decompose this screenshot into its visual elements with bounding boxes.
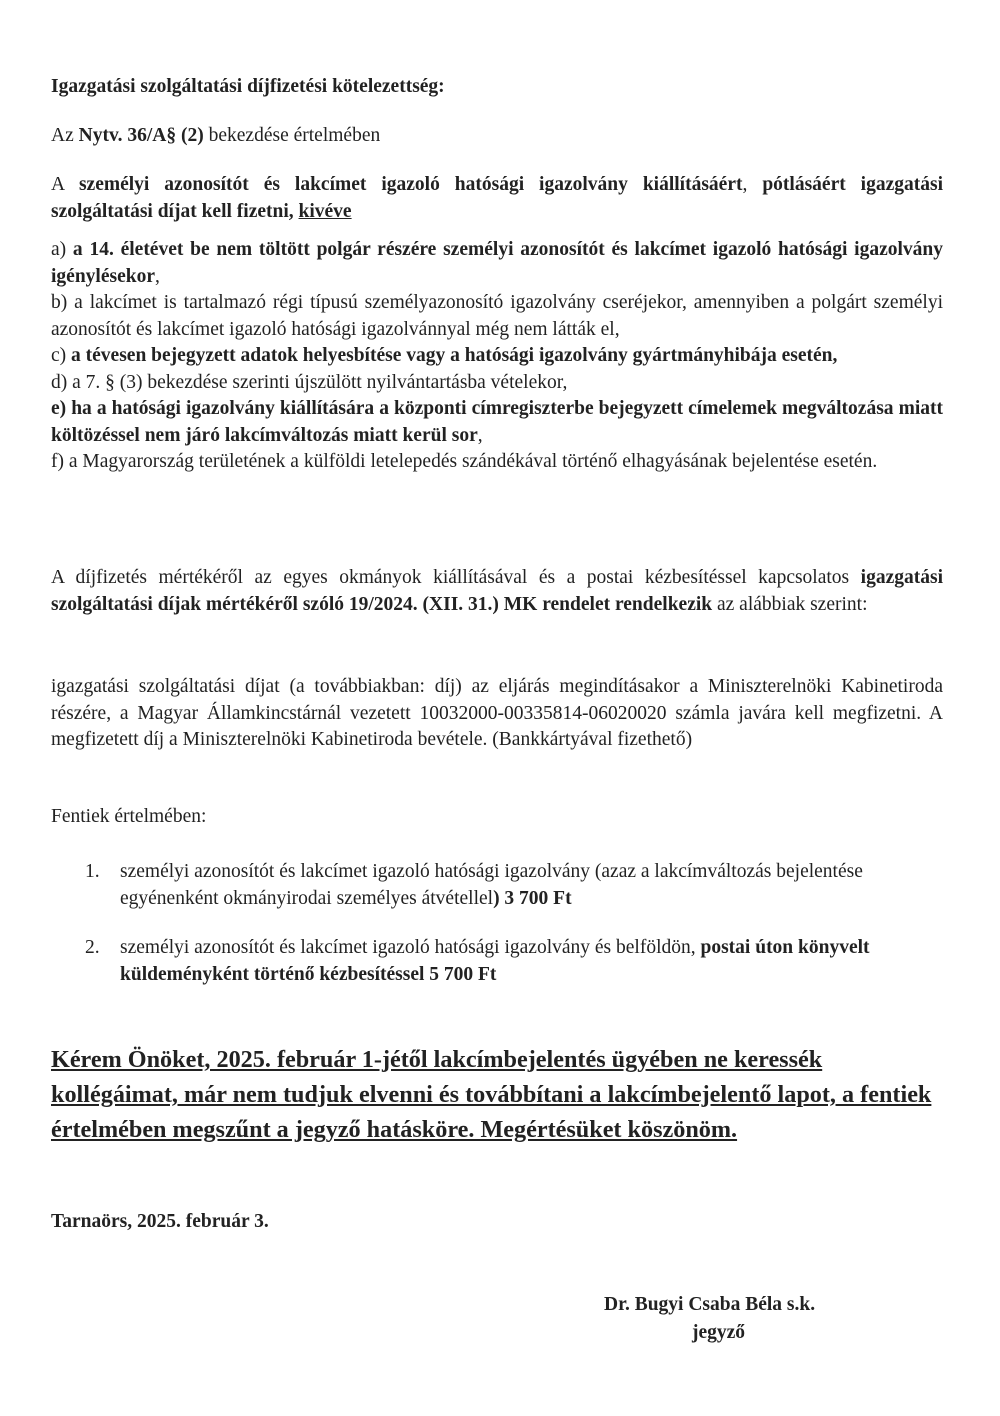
document-title: Igazgatási szolgáltatási díjfizetési kötelezettség: <box>51 76 445 97</box>
fee-item-number: 1. <box>85 861 100 882</box>
intro-pre: Az <box>51 125 79 146</box>
exception-e-end: , <box>477 424 483 446</box>
exception-d: d) a 7. § (3) bekezdése szerinti újszülött nyilvántartásba vételekor, <box>51 371 568 393</box>
para1-underlined-kiveve: kivéve <box>298 200 352 222</box>
exception-a-bold: a 14. életévet be nem töltött polgár részére személyi azonosítót és lakcímet igazoló hatósági igazolvány igénylésekor <box>51 239 943 287</box>
para2-text-1: A díjfizetés mértékéről az egyes okmányok kiállításával és a postai kézbesítéssel kapcsolatos <box>51 567 861 588</box>
exception-c <box>51 343 943 370</box>
exception-c-label: c) <box>51 345 72 366</box>
signature-name: Dr. Bugyi Csaba Béla s.k. <box>604 1294 816 1315</box>
para1-text-2: , <box>742 174 763 195</box>
law-reference: Nytv. 36/A§ (2) <box>78 125 204 146</box>
exceptions-list <box>51 237 943 476</box>
exception-c-bold: a tévesen bejegyzett adatok helyesbítése vagy a hatósági igazolvány gyártmányhibája esetén, <box>71 345 838 366</box>
para1-bold-2: pótlásáért igazgatási szolgáltatási díjat kell fizetni, <box>51 174 943 222</box>
fee-item-text <box>120 859 943 912</box>
exception-a-label: a) <box>51 239 73 260</box>
para1-bold-1: személyi azonosítót és lakcímet igazoló hatósági igazolvány kiállításáért <box>78 174 743 195</box>
fee-item-1-amount: ) 3 700 Ft <box>493 887 572 909</box>
legal-reference-line <box>51 123 943 150</box>
exception-a <box>51 237 943 290</box>
fee-obligation-paragraph <box>51 172 943 225</box>
fee-regulation-paragraph <box>51 565 943 618</box>
signature-role: jegyző <box>692 1322 746 1343</box>
fee-item-1-text: személyi azonosítót és lakcímet igazoló hatósági igazolvány (azaz a lakcímváltozás bejelentése egyénenként okmányirodai személyes átvétellel <box>120 861 863 909</box>
exception-b: b) a lakcímet is tartalmazó régi típusú személyazonosító igazolvány cseréjekor, amennyiben a polgárt személyi azonosítót és lakcímet igazoló hatósági igazolvánnyal még nem látták el, <box>51 292 943 340</box>
exception-a-end: , <box>154 265 160 287</box>
fee-item-number: 2. <box>85 937 100 958</box>
place-and-date: Tarnaörs, 2025. február 3. <box>51 1211 269 1232</box>
exception-f: f) a Magyarország területének a külföldi letelepedés szándékával történő elhagyásának bejelentése esetén. <box>51 451 878 472</box>
para2-text-2: az alábbiak szerint: <box>712 593 868 615</box>
payment-details-paragraph: igazgatási szolgáltatási díjat (a továbbiakban: díj) az eljárás megindításakor a Miniszterelnöki Kabinetiroda részére, a Magyar Államkincstárnál vezetett 10032000-00335814-06020020 számla javára kell megfizetni. A megfizetett díj a Miniszterelnöki Kabinetiroda bevétele. (Bankkártyával fizethető) <box>51 676 943 750</box>
fee-item-2-amount: postai úton könyvelt küldeményként történő kézbesítéssel 5 700 Ft <box>120 937 870 985</box>
fentiek-label: Fentiek értelmében: <box>51 806 207 827</box>
para2-bold: igazgatási szolgáltatási díjak mértékéről szóló 19/2024. (XII. 31.) MK rendelet rendelkezik <box>51 567 943 615</box>
intro-post: bekezdése értelmében <box>203 125 381 146</box>
exception-e <box>51 396 943 449</box>
fee-item-text <box>120 935 943 988</box>
exception-e-bold: e) ha a hatósági igazolvány kiállítására a központi címregiszterbe bejegyzett címelemek megváltozása miatt költözéssel nem járó lakcímváltozás miatt kerül sor <box>51 398 943 446</box>
para1-text-1: A <box>51 174 79 195</box>
fee-item-2-text: személyi azonosítót és lakcímet igazoló hatósági igazolvány és belföldön, <box>120 937 701 958</box>
notice-announcement: Kérem Önöket, 2025. február 1-jétől lakcímbejelentés ügyében ne keressék kollégáimat, már nem tudjuk elvenni és továbbítani a lakcímbejelentő lapot, a fentiek értelmében megszűnt a jegyző hatásköre. Megértésüket köszönöm. <box>51 1046 932 1143</box>
